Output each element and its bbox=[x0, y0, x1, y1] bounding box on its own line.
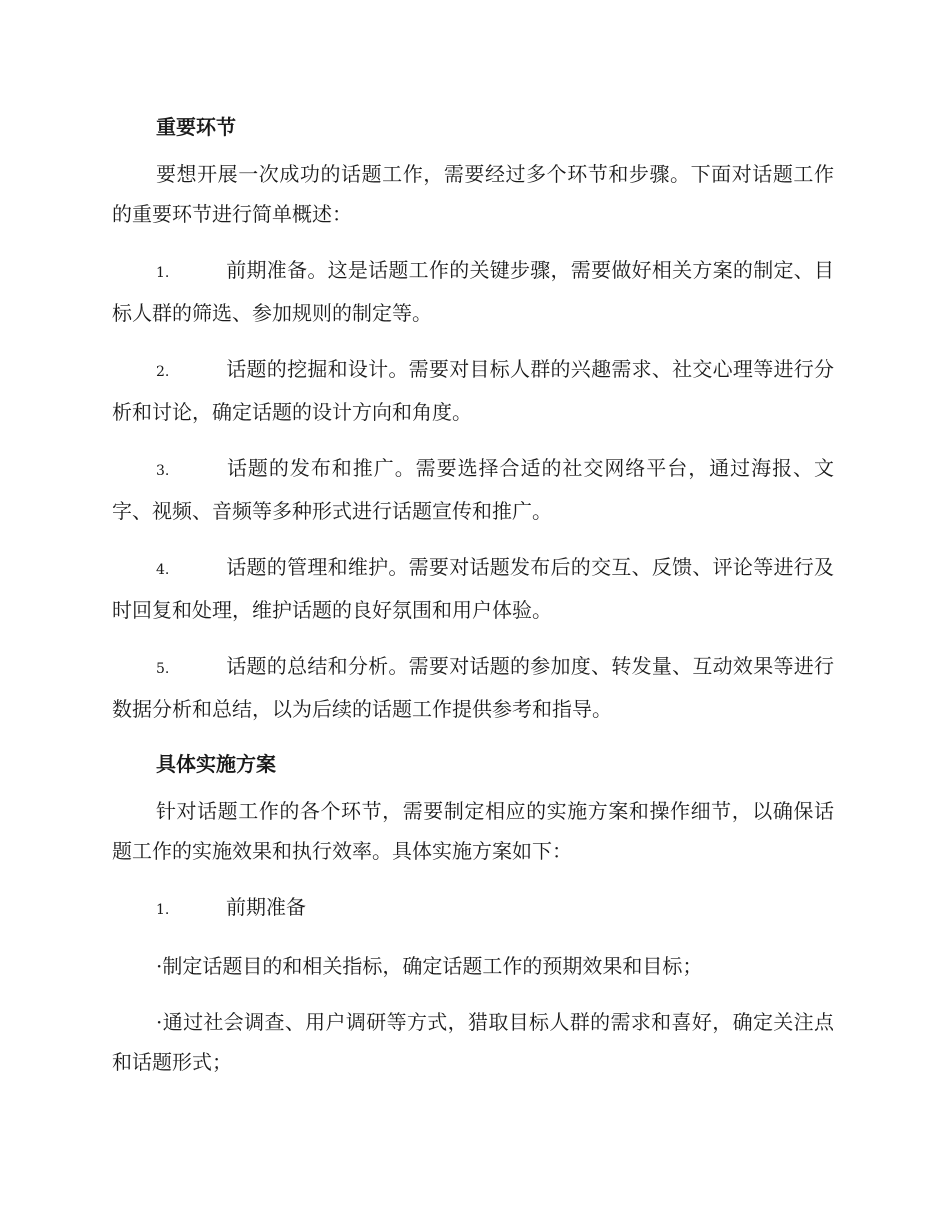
item-text: 话题的管理和维护。需要对话题发布后的交互、反馈、评论等进行及时回复和处理，维护话题的良好氛围和用户体验。 bbox=[112, 555, 834, 622]
item-text: 前期准备 bbox=[226, 895, 306, 919]
section-intro-implementation-plan: 针对话题工作的各个环节，需要制定相应的实施方案和操作细节，以确保话题工作的实施效果和执行效率。具体实施方案如下： bbox=[112, 799, 834, 863]
numbered-item-2 bbox=[112, 349, 834, 432]
numbered-sub-item-1 bbox=[112, 887, 834, 930]
section-intro-important-steps: 要想开展一次成功的话题工作，需要经过多个环节和步骤。下面对话题工作的重要环节进行简单概述： bbox=[112, 162, 834, 226]
section-heading-important-steps: 重要环节 bbox=[156, 115, 236, 139]
item-text: 前期准备。这是话题工作的关键步骤，需要做好相关方案的制定、目标人群的筛选、参加规则的制定等。 bbox=[112, 258, 834, 325]
item-number: 3. bbox=[156, 463, 170, 479]
bullet-item-2 bbox=[112, 1002, 834, 1082]
item-text: 话题的总结和分析。需要对话题的参加度、转发量、互动效果等进行数据分析和总结，以为后续的话题工作提供参考和指导。 bbox=[112, 654, 834, 721]
item-text: 话题的挖掘和设计。需要对目标人群的兴趣需求、社交心理等进行分析和讨论，确定话题的设计方向和角度。 bbox=[112, 357, 834, 424]
bullet-dot-icon: · bbox=[156, 1010, 163, 1034]
document-page bbox=[112, 108, 834, 1098]
item-number: 1. bbox=[156, 902, 170, 918]
item-number: 2. bbox=[156, 364, 170, 380]
numbered-item-5 bbox=[112, 646, 834, 729]
bullet-text: 制定话题目的和相关指标，确定话题工作的预期效果和目标； bbox=[162, 954, 703, 978]
bullet-dot-icon: · bbox=[156, 954, 163, 978]
numbered-item-1 bbox=[112, 250, 834, 333]
bullet-item-1 bbox=[112, 946, 834, 986]
item-number: 5. bbox=[156, 661, 170, 677]
item-text: 话题的发布和推广。需要选择合适的社交网络平台，通过海报、文字、视频、音频等多种形式进行话题宣传和推广。 bbox=[112, 456, 834, 523]
bullet-text: 通过社会调查、用户调研等方式，猎取目标人群的需求和喜好，确定关注点和话题形式； bbox=[112, 1010, 834, 1074]
item-number: 4. bbox=[156, 562, 170, 578]
section-heading-implementation-plan: 具体实施方案 bbox=[156, 752, 276, 776]
numbered-item-3 bbox=[112, 448, 834, 531]
item-number: 1. bbox=[156, 265, 170, 281]
numbered-item-4 bbox=[112, 547, 834, 630]
